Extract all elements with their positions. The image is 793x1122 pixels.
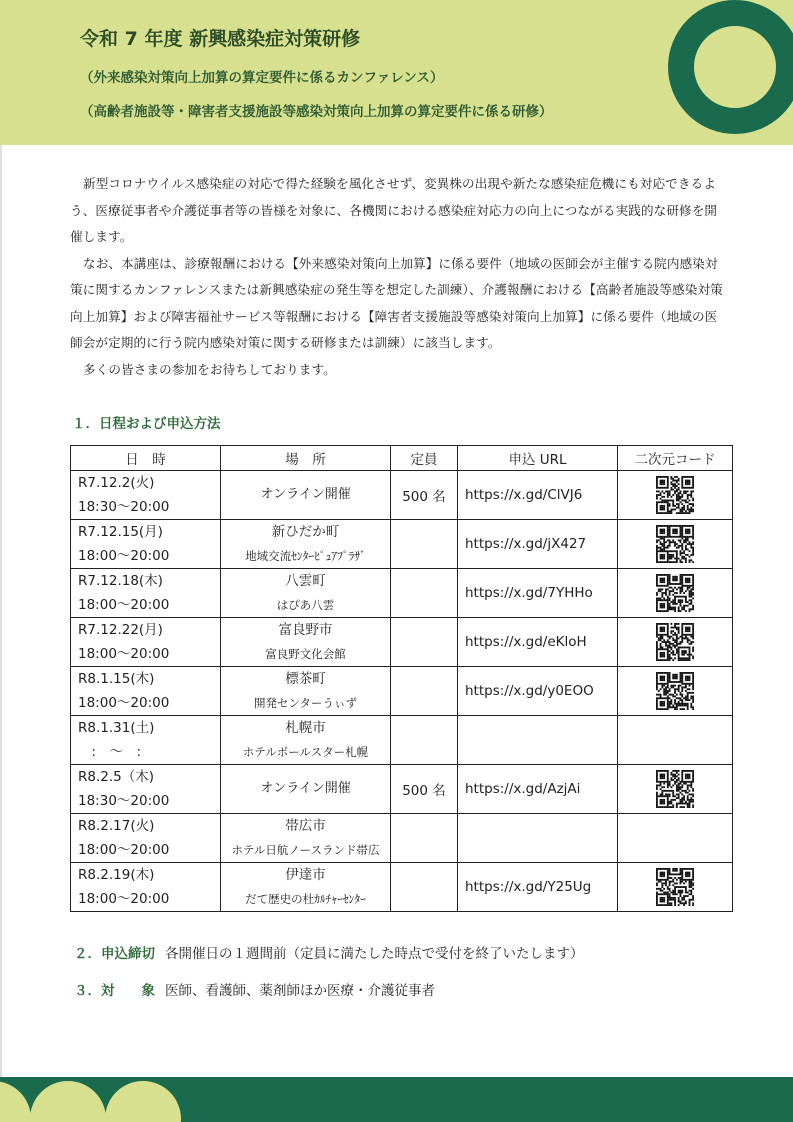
table-row <box>71 569 733 618</box>
cell-capacity <box>391 520 458 569</box>
cell-place <box>221 520 391 569</box>
registration-link[interactable]: https://x.gd/ClVJ6 <box>465 487 583 503</box>
table-row <box>71 814 733 863</box>
cell-datetime <box>71 471 221 520</box>
intro-paragraph-1: 新型コロナウイルス感染症の対応で得た経験を風化させず、変異株の出現や新たな感染症危機にも対応できるよう、医療従事者や介護従事者等の皆様を対象に、各機関における感染症対応力の向上につながる実践的な研修を開催します。 <box>70 176 718 244</box>
cell-qr <box>618 569 733 618</box>
place-city: 帯広市 <box>285 818 326 834</box>
header-date: 日 時 <box>71 446 221 471</box>
cell-url <box>458 667 618 716</box>
cell-capacity: 500 名 <box>391 765 458 814</box>
event-time: 18:00～20:00 <box>78 548 170 564</box>
section-2-text: 各開催日の１週間前（定員に満たした時点で受付を終了いたします） <box>165 946 584 962</box>
header-qr: 二次元コード <box>618 446 733 471</box>
event-time: 18:00～20:00 <box>78 842 170 858</box>
cell-datetime <box>71 569 221 618</box>
registration-link[interactable]: https://x.gd/7YHHo <box>465 585 593 601</box>
cell-place <box>221 814 391 863</box>
event-time: 18:00～20:00 <box>78 695 170 711</box>
registration-link[interactable]: https://x.gd/AzjAi <box>465 781 581 797</box>
cell-place <box>221 618 391 667</box>
page-edge <box>0 0 2 1122</box>
section-3-target <box>74 979 435 999</box>
section-2-deadline <box>74 942 584 962</box>
cell-capacity: 500 名 <box>391 471 458 520</box>
cell-qr <box>618 863 733 912</box>
place-venue: 富良野文化会館 <box>265 647 346 661</box>
footer-circle-1 <box>0 1081 31 1122</box>
cell-url <box>458 471 618 520</box>
header-url: 申込 URL <box>458 446 618 471</box>
section-2-label: 申込締切 <box>101 946 155 962</box>
header-capacity: 定員 <box>391 446 458 471</box>
place-city: 八雲町 <box>285 573 326 589</box>
schedule-table <box>70 445 733 912</box>
place-venue: ホテル日航ノースランド帯広 <box>231 843 380 857</box>
intro-text <box>70 171 724 383</box>
footer-circle-2 <box>30 1081 106 1122</box>
cell-qr <box>618 765 733 814</box>
cell-url <box>458 618 618 667</box>
footer-circle-3 <box>105 1081 181 1122</box>
event-date: R7.12.2(火) <box>78 475 155 491</box>
place-city: 伊達市 <box>285 867 326 883</box>
header-place: 場 所 <box>221 446 391 471</box>
cell-datetime <box>71 520 221 569</box>
place-city: 標茶町 <box>285 671 326 687</box>
place-city: オンライン開催 <box>260 487 351 502</box>
cell-place <box>221 667 391 716</box>
section-1-heading: １．日程および申込方法 <box>72 416 221 432</box>
place-city: 新ひだか町 <box>271 524 340 540</box>
cell-url <box>458 520 618 569</box>
section-3-label: 対 象 <box>101 983 155 999</box>
event-date: R8.2.17(火) <box>78 818 155 834</box>
page-subtitle-1: （外来感染対策向上加算の算定要件に係るカンファレンス） <box>80 70 444 86</box>
cell-url <box>458 569 618 618</box>
event-time: 18:00～20:00 <box>78 646 170 662</box>
cell-place <box>221 765 391 814</box>
qr-code-icon[interactable] <box>656 672 694 710</box>
cell-place <box>221 716 391 765</box>
table-row <box>71 716 733 765</box>
cell-datetime <box>71 863 221 912</box>
registration-link[interactable]: https://x.gd/jX427 <box>465 536 587 552</box>
event-date: R8.1.31(土) <box>78 720 155 736</box>
cell-place <box>221 569 391 618</box>
place-city: 札幌市 <box>285 720 326 736</box>
place-venue: だて歴史の杜ｶﾙﾁｬｰｾﾝﾀｰ <box>245 892 366 906</box>
table-row <box>71 520 733 569</box>
event-date: R7.12.22(月) <box>78 622 163 638</box>
cell-datetime <box>71 667 221 716</box>
event-date: R7.12.18(木) <box>78 573 163 589</box>
intro-paragraph-3: 多くの皆さまの参加をお待ちしております。 <box>83 361 336 377</box>
qr-code-icon[interactable] <box>656 476 694 514</box>
table-header-row <box>71 446 733 471</box>
cell-capacity <box>391 618 458 667</box>
cell-datetime <box>71 814 221 863</box>
qr-code-icon[interactable] <box>656 525 694 563</box>
event-date: R7.12.15(月) <box>78 524 163 540</box>
page-title: 令和 7 年度 新興感染症対策研修 <box>80 28 361 50</box>
cell-url <box>458 863 618 912</box>
page-subtitle-2: （高齢者施設等・障害者支援施設等感染対策向上加算の算定要件に係る研修） <box>80 104 553 120</box>
cell-qr <box>618 520 733 569</box>
header-banner <box>0 0 793 145</box>
section-2-number: ２． <box>74 946 101 962</box>
cell-url <box>458 765 618 814</box>
table-row <box>71 471 733 520</box>
place-city: オンライン開催 <box>260 781 351 796</box>
footer-band <box>0 1077 793 1122</box>
cell-capacity <box>391 569 458 618</box>
cell-qr <box>618 716 733 765</box>
place-city: 富良野市 <box>278 622 333 638</box>
cell-qr <box>618 667 733 716</box>
event-time: : ～ : <box>78 744 142 760</box>
cell-place <box>221 471 391 520</box>
table-row <box>71 863 733 912</box>
event-time: 18:30～20:00 <box>78 793 170 809</box>
place-venue: 開発センターうぃず <box>253 696 358 710</box>
qr-code-icon[interactable] <box>656 868 694 906</box>
cell-qr <box>618 814 733 863</box>
cell-capacity <box>391 716 458 765</box>
cell-datetime <box>71 716 221 765</box>
cell-datetime <box>71 765 221 814</box>
ring-decoration <box>668 0 793 134</box>
cell-capacity <box>391 863 458 912</box>
cell-capacity <box>391 667 458 716</box>
table-row <box>71 765 733 814</box>
registration-link[interactable]: https://x.gd/Y25Ug <box>465 879 592 895</box>
section-3-number: ３． <box>74 983 101 999</box>
place-venue: ホテルポールスター札幌 <box>242 745 369 759</box>
qr-code-icon[interactable] <box>656 623 694 661</box>
registration-link[interactable]: https://x.gd/eKloH <box>465 634 587 650</box>
cell-qr <box>618 471 733 520</box>
event-date: R8.2.19(木) <box>78 867 155 883</box>
cell-url <box>458 814 618 863</box>
event-date: R8.1.15(木) <box>78 671 155 687</box>
cell-capacity <box>391 814 458 863</box>
event-time: 18:00～20:00 <box>78 597 170 613</box>
place-venue: はぴあ八雲 <box>276 598 335 612</box>
section-3-text: 医師、看護師、薬剤師ほか医療・介護従事者 <box>165 983 435 999</box>
cell-datetime <box>71 618 221 667</box>
place-venue: 地域交流ｾﾝﾀｰﾋﾟｭｱﾌﾟﾗｻﾞ <box>245 549 366 563</box>
intro-paragraph-2: なお、本講座は、診療報酬における【外来感染対策向上加算】に係る要件（地域の医師会が主催する院内感染対策に関するカンファレンスまたは新興感染症の発生等を想定した訓練）、介護報酬における【高齢者施設等感染対策向上加算】および障害福祉サービス等報酬における【障害者支援施設等感染対策向上加算】に係る要件（地域の医師会が定期的に行う院内感染対策に関する研修または訓練）に該当します。 <box>70 255 723 350</box>
table-row <box>71 667 733 716</box>
event-time: 18:30～20:00 <box>78 499 170 515</box>
qr-code-icon[interactable] <box>656 770 694 808</box>
event-time: 18:00～20:00 <box>78 891 170 907</box>
cell-url <box>458 716 618 765</box>
event-date: R8.2.5（木) <box>78 769 154 785</box>
cell-qr <box>618 618 733 667</box>
registration-link[interactable]: https://x.gd/y0EOO <box>465 683 594 699</box>
table-row <box>71 618 733 667</box>
qr-code-icon[interactable] <box>656 574 694 612</box>
cell-place <box>221 863 391 912</box>
